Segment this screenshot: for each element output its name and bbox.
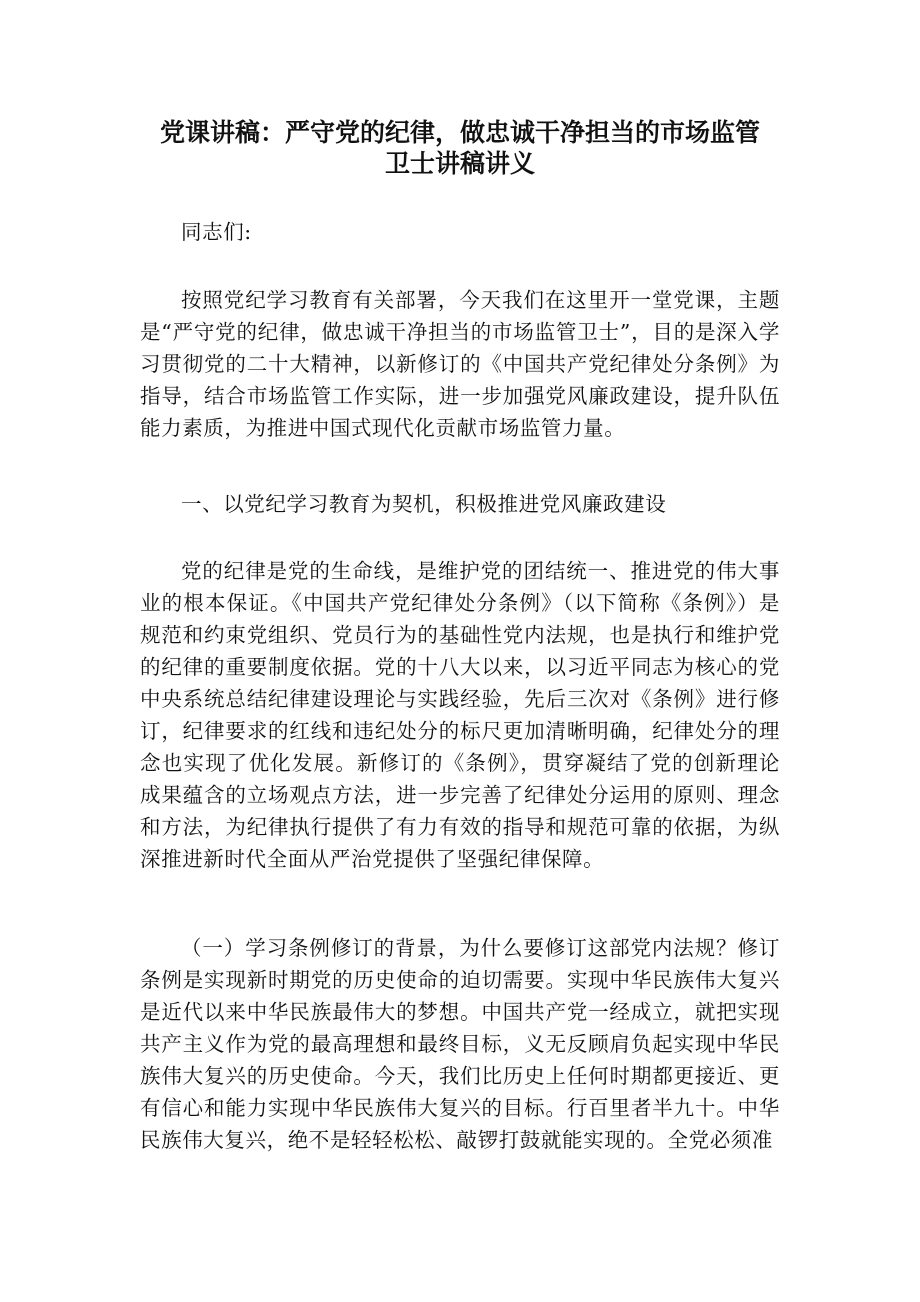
intro-paragraph: 按照党纪学习教育有关部署，今天我们在这里开一堂党课，主题是“严守党的纪律，做忠诚干净担当的市场监管卫士”，目的是深入学习贯彻党的二十大精神，以新修订的《中国共产党纪律处分条例》为指导，结合市场监管工作实际，进一步加强党风廉政建设，提升队伍能力素质，为推进中国式现代化贡献市场监管力量。 [140,288,780,440]
section-heading-1: 一、以党纪学习教育为契机，积极推进党风廉政建设 [181,492,667,516]
salutation: 同志们: [181,220,252,244]
body-paragraph-revision-background: （一）学习条例修订的背景，为什么要修订这部党内法规？修订条例是实现新时期党的历史使命的迫切需要。实现中华民族伟大复兴是近代以来中华民族最伟大的梦想。中国共产党一经成立，就把实现共产主义作为党的最高理想和最终目标，义无反顾肩负起实现中华民族伟大复兴的历史使命。今天，我们比历史上任何时期都更接近、更有信心和能力实现中华民族伟大复兴的目标。行百里者半九十。中华民族伟大复兴，绝不是轻轻松松、敲锣打鼓就能实现的。全党必须准 [140,936,780,1152]
document-title-line-2: 卫士讲稿讲义 [384,149,535,178]
body-paragraph-discipline: 党的纪律是党的生命线，是维护党的团结统一、推进党的伟大事业的根本保证。《中国共产党纪律处分条例》（以下简称《条例》）是规范和约束党组织、党员行为的基础性党内法规，也是执行和维护党的纪律的重要制度依据。党的十八大以来，以习近平同志为核心的党中央系统总结纪律建设理论与实践经验，先后三次对《条例》进行修订，纪律要求的红线和违纪处分的标尺更加清晰明确，纪律处分的理念也实现了优化发展。新修订的《条例》，贯穿凝结了党的创新理论成果蕴含的立场观点方法，进一步完善了纪律处分运用的原则、理念和方法，为纪律执行提供了有力有效的指导和规范可靠的依据，为纵深推进新时代全面从严治党提供了坚强纪律保障。 [140,559,780,871]
document-title-line-1: 党课讲稿：严守党的纪律，做忠诚干净担当的市场监管 [159,118,760,147]
